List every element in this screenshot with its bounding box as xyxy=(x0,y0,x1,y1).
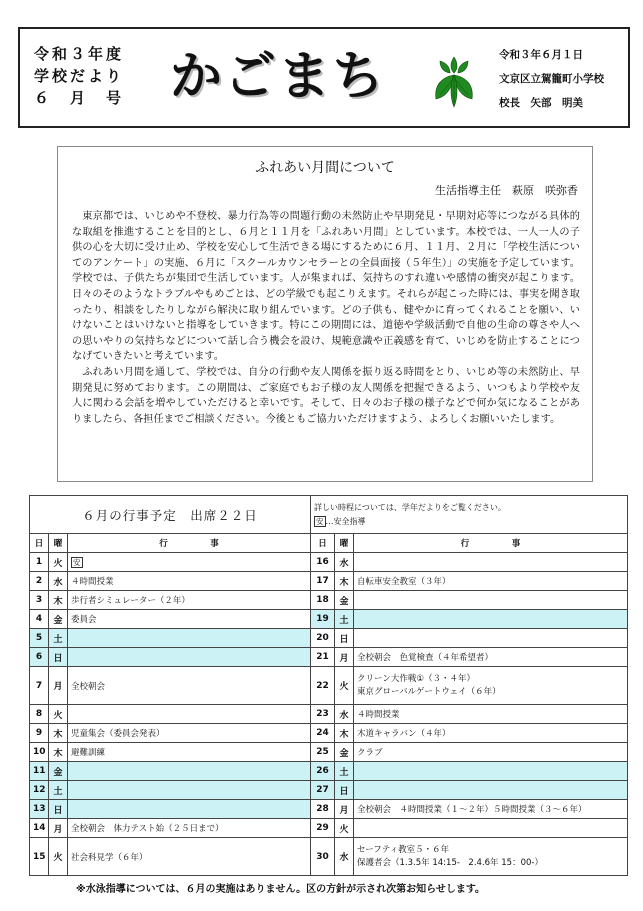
schedule-row xyxy=(30,724,628,743)
schedule-event xyxy=(68,648,311,667)
schedule-day: 28 xyxy=(311,800,335,819)
schedule-weekday: 水 xyxy=(49,572,68,591)
schedule-day: 15 xyxy=(30,838,49,876)
schedule-row xyxy=(30,667,628,705)
swimming-notice: ※水泳指導については、６月の実施はありません。区の方針が示され次第お知らせします。 xyxy=(76,884,486,895)
schedule-row xyxy=(30,648,628,667)
schedule-weekday: 火 xyxy=(49,553,68,572)
article-title: ふれあい月間について xyxy=(255,160,395,176)
schedule-weekday: 金 xyxy=(49,762,68,781)
schedule-weekday: 土 xyxy=(49,629,68,648)
schedule-weekday: 土 xyxy=(49,781,68,800)
article-box xyxy=(57,146,593,482)
issue-info xyxy=(34,43,162,109)
schedule-event xyxy=(68,553,311,572)
newsletter-header xyxy=(18,27,630,128)
schedule-day: 12 xyxy=(30,781,49,800)
schedule-event-text: ４時間授業 xyxy=(357,710,400,720)
schedule-event xyxy=(68,610,311,629)
schedule-event xyxy=(68,705,311,724)
schedule-day: 27 xyxy=(311,781,335,800)
article-author: 生活指導主任 萩原 咲弥香 xyxy=(435,184,578,197)
schedule-day: 22 xyxy=(311,667,335,705)
schedule-event-text: セーフティ教室５・６年 xyxy=(357,844,450,855)
schedule-event-text: 自転車安全教室（３年） xyxy=(357,577,451,587)
schedule-weekday: 火 xyxy=(335,819,354,838)
issue-line: 令和３年度 xyxy=(34,45,125,63)
schedule-weekday: 水 xyxy=(335,705,354,724)
schedule-row xyxy=(30,838,628,876)
schedule-event xyxy=(68,572,311,591)
schedule-event xyxy=(354,591,628,610)
schedule-weekday: 木 xyxy=(49,724,68,743)
schedule-note-text: 詳しい時程については、学年だよりをご覧ください。 xyxy=(314,502,506,512)
header-event: 行 事 xyxy=(68,534,311,553)
schedule-event-text: 全校朝会 色覚検査（４年希望者） xyxy=(357,653,494,663)
schedule-event xyxy=(354,781,628,800)
schedule-day: 16 xyxy=(311,553,335,572)
schedule-day: 24 xyxy=(311,724,335,743)
school-emblem-icon xyxy=(428,53,480,109)
principal-name: 校長 矢部 明美 xyxy=(499,97,583,109)
schedule-weekday: 水 xyxy=(335,838,354,876)
schedule-event xyxy=(354,724,628,743)
schedule-day: 18 xyxy=(311,591,335,610)
publisher-info xyxy=(499,43,629,115)
schedule-event xyxy=(68,800,311,819)
header-day: 日 xyxy=(311,534,335,553)
schedule-weekday: 火 xyxy=(49,705,68,724)
schedule-weekday: 金 xyxy=(335,591,354,610)
schedule-event-text: クラブ xyxy=(357,748,383,758)
schedule-day: 2 xyxy=(30,572,49,591)
schedule-day: 29 xyxy=(311,819,335,838)
schedule-day: 17 xyxy=(311,572,335,591)
schedule-day: 3 xyxy=(30,591,49,610)
issue-line: ６ 月 号 xyxy=(34,89,125,107)
article-paragraph: ふれあい月間を通して、学校では、自分の行動や友人関係を振り返る時間をとり、いじめ等の未然防止、早期発見に努めております。この期間は、ご家庭でもお子様の友人関係を把握できるよう、いつもより学校や友人に関わる会話を増やしていただけると幸いです。そして、日々のお子様の様子などで何か気になることがありましたら、各担任までご相談ください。今後ともご協力いただけますよう、よろしくお願いいたします。 xyxy=(72,366,580,425)
schedule-event xyxy=(68,724,311,743)
schedule-event xyxy=(68,743,311,762)
schedule-event-text: 歩行者シミュレーター（２年） xyxy=(71,596,190,606)
school-name: 文京区立駕籠町小学校 xyxy=(499,73,604,85)
schedule-day: 21 xyxy=(311,648,335,667)
event-schedule-table xyxy=(29,495,628,876)
schedule-caption xyxy=(30,496,311,534)
schedule-weekday: 木 xyxy=(335,572,354,591)
schedule-row xyxy=(30,705,628,724)
schedule-event-text: 避難訓練 xyxy=(71,748,106,758)
safety-legend-text: …安全指導 xyxy=(325,516,366,526)
schedule-weekday: 木 xyxy=(49,591,68,610)
schedule-event xyxy=(68,819,311,838)
schedule-day: 13 xyxy=(30,800,49,819)
schedule-event xyxy=(354,762,628,781)
schedule-day: 7 xyxy=(30,667,49,705)
schedule-weekday: 月 xyxy=(335,648,354,667)
schedule-event-text: ４時間授業 xyxy=(71,577,114,587)
schedule-event xyxy=(354,819,628,838)
schedule-weekday: 月 xyxy=(335,800,354,819)
schedule-event-text: 全校朝会 体力テスト始（２５日まで） xyxy=(71,824,224,834)
schedule-event xyxy=(354,743,628,762)
schedule-day: 11 xyxy=(30,762,49,781)
schedule-row xyxy=(30,800,628,819)
schedule-row xyxy=(30,572,628,591)
schedule-day: 6 xyxy=(30,648,49,667)
schedule-event xyxy=(354,629,628,648)
schedule-weekday: 金 xyxy=(49,610,68,629)
schedule-caption-text: ６月の行事予定 出席２２日 xyxy=(82,507,258,523)
schedule-event xyxy=(354,572,628,591)
header-weekday: 曜 xyxy=(335,534,354,553)
schedule-day: 8 xyxy=(30,705,49,724)
issue-date: 令和３年６月１日 xyxy=(499,49,583,61)
article-paragraph: 東京都では、いじめや不登校、暴力行為等の問題行動の未然防止や早期発見・早期対応等につながる具体的な取組を推進することを目的とし、６月と１１月を「ふれあい月間」としています。本校では、一人一人の子供の心を大切に受け止め、学校を安心して生活できる場にするために６月、１１月、２月に「学校生活についてのアンケート」の実施、６月に「スクールカウンセラーとの全員面接（５年生）」の実施を予定しています。学校では、子供たちが集団で生活しています。人が集まれば、気持ちのすれ違いや感情の衝突が起こります。日々のそのようなトラブルやもめごとは、どの学級でも起こりえます。それらが起こった時には、事実を聞き取ったり、相談をしたりしながら解決に取り組んでいます。どの子供も、健やかに育ってくれることを願い、いけないことはいけないと指導をしていきます。特にこの期間には、道徳や学級活動で自他の生命の尊さや人への思いやりの気持ちなどについて話し合う機会を設け、規範意識や正義感を育て、いじめを防止することにつなげていきたいと考えています。 xyxy=(72,211,580,363)
schedule-day: 25 xyxy=(311,743,335,762)
schedule-weekday: 火 xyxy=(49,838,68,876)
schedule-event-text: 児童集会（委員会発表） xyxy=(71,729,165,739)
schedule-event-text: 全校朝会 xyxy=(71,681,106,692)
schedule-weekday: 木 xyxy=(49,743,68,762)
schedule-weekday: 日 xyxy=(49,800,68,819)
schedule-event-text: 保護者会（1.3.5年 14:15- 2.4.6年 15：00-） xyxy=(357,857,543,868)
schedule-row xyxy=(30,610,628,629)
schedule-event xyxy=(68,591,311,610)
schedule-row xyxy=(30,781,628,800)
schedule-event xyxy=(354,705,628,724)
safety-legend-mark: 安 xyxy=(316,516,324,526)
schedule-weekday: 金 xyxy=(335,743,354,762)
schedule-event-text: 委員会 xyxy=(71,615,97,625)
schedule-event-text: 安 xyxy=(73,557,81,567)
schedule-event xyxy=(68,629,311,648)
schedule-day: 23 xyxy=(311,705,335,724)
schedule-day: 20 xyxy=(311,629,335,648)
header-event: 行 事 xyxy=(354,534,628,553)
schedule-event xyxy=(354,648,628,667)
schedule-row xyxy=(30,591,628,610)
schedule-event xyxy=(68,667,311,705)
schedule-weekday: 日 xyxy=(49,648,68,667)
schedule-day: 26 xyxy=(311,762,335,781)
schedule-event-text: 東京グローバルゲートウェイ（６年） xyxy=(357,686,501,697)
schedule-row xyxy=(30,629,628,648)
schedule-day: 9 xyxy=(30,724,49,743)
header-weekday: 曜 xyxy=(49,534,68,553)
schedule-event xyxy=(68,781,311,800)
newsletter-title: かごまち xyxy=(170,46,387,107)
schedule-weekday: 火 xyxy=(335,667,354,705)
schedule-row xyxy=(30,553,628,572)
schedule-weekday: 木 xyxy=(335,724,354,743)
schedule-row xyxy=(30,743,628,762)
schedule-weekday: 日 xyxy=(335,781,354,800)
schedule-day: 30 xyxy=(311,838,335,876)
schedule-event xyxy=(354,553,628,572)
article-body xyxy=(72,209,580,427)
header-day: 日 xyxy=(30,534,49,553)
schedule-weekday: 土 xyxy=(335,610,354,629)
schedule-day: 5 xyxy=(30,629,49,648)
schedule-weekday: 日 xyxy=(335,629,354,648)
schedule-day: 4 xyxy=(30,610,49,629)
schedule-day: 1 xyxy=(30,553,49,572)
schedule-event-text: 全校朝会 ４時間授業（１～２年）５時間授業（３～６年） xyxy=(357,805,587,815)
schedule-event xyxy=(354,610,628,629)
schedule-row xyxy=(30,762,628,781)
schedule-weekday: 月 xyxy=(49,819,68,838)
schedule-event-text: 社会科見学（６年） xyxy=(71,852,148,863)
schedule-day: 19 xyxy=(311,610,335,629)
schedule-weekday: 水 xyxy=(335,553,354,572)
schedule-event xyxy=(68,838,311,876)
issue-line: 学校だより xyxy=(34,67,125,85)
schedule-day: 10 xyxy=(30,743,49,762)
schedule-weekday: 月 xyxy=(49,667,68,705)
schedule-row xyxy=(30,819,628,838)
schedule-event-text: クリーン大作戦①（３・４年） xyxy=(357,673,475,684)
schedule-event xyxy=(354,800,628,819)
schedule-day: 14 xyxy=(30,819,49,838)
schedule-event xyxy=(354,838,628,876)
schedule-event xyxy=(68,762,311,781)
schedule-note xyxy=(311,496,628,534)
schedule-event xyxy=(354,667,628,705)
schedule-event-text: 木道キャラバン（４年） xyxy=(357,729,451,739)
schedule-weekday: 土 xyxy=(335,762,354,781)
